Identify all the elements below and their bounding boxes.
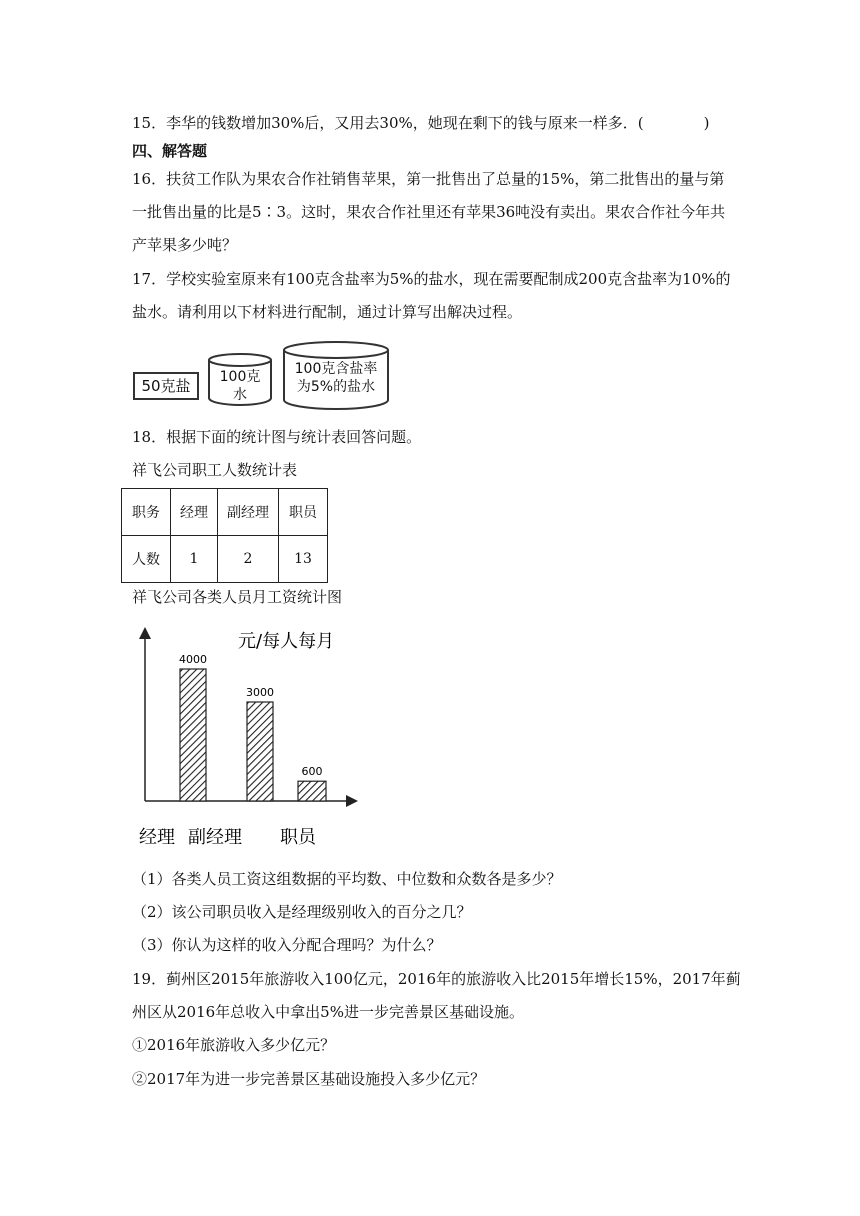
section-heading: 四、解答题 — [132, 142, 208, 160]
brine-container — [282, 340, 390, 412]
question-16-line1: 16．扶贫工作队为果农合作社销售苹果，第一批售出了总量的15%，第二批售出的量与第 — [132, 170, 725, 188]
question-19-line2: 州区从2016年总收入中拿出5%进一步完善景区基础设施。 — [132, 1003, 524, 1021]
table-cell: 职务 — [122, 489, 171, 536]
question-15: 15．李华的钱数增加30%后，又用去30%，她现在剩下的钱与原来一样多．( ) — [132, 114, 710, 132]
bar-3 — [298, 781, 326, 801]
table-cell: 人数 — [122, 536, 171, 583]
bar-value-label: 4000 — [179, 653, 207, 666]
category-label: 副经理 — [188, 827, 242, 848]
question-17-line2: 盐水。请利用以下材料进行配制，通过计算写出解决过程。 — [132, 303, 523, 321]
brine-label-line1: 100克含盐率 — [294, 361, 378, 377]
q18-sub3: （3）你认为这样的收入分配合理吗？为什么？ — [132, 936, 442, 954]
question-17-line1: 17．学校实验室原来有100克含盐率为5%的盐水，现在需要配制成200克含盐率为10%的 — [132, 270, 731, 288]
water-label-line2: 水 — [233, 387, 247, 403]
salt-box: 50克盐 — [133, 372, 199, 400]
q19-sub2: ②2017年为进一步完善景区基础设施投入多少亿元？ — [132, 1070, 486, 1088]
table-cell: 1 — [171, 536, 218, 583]
salary-bar-chart — [120, 625, 370, 855]
bar-2 — [247, 702, 273, 801]
table-title: 祥飞公司职工人数统计表 — [132, 461, 298, 479]
bar-value-label: 600 — [301, 765, 323, 779]
table-cell: 职员 — [279, 489, 328, 536]
bar-1 — [180, 669, 206, 801]
table-cell: 经理 — [171, 489, 218, 536]
water-label-line1: 100克 — [219, 369, 261, 385]
chart-title: 祥飞公司各类人员月工资统计图 — [132, 588, 343, 606]
question-16-line3: 产苹果多少吨？ — [132, 236, 238, 254]
question-19-line1: 19．蓟州区2015年旅游收入100亿元，2016年的旅游收入比2015年增长15%，2017年蓟 — [132, 970, 741, 988]
table-cell: 副经理 — [218, 489, 279, 536]
category-label: 经理 — [139, 827, 175, 848]
brine-label-line2: 为5%的盐水 — [296, 379, 376, 395]
q19-sub1: ①2016年旅游收入多少亿元？ — [132, 1036, 336, 1054]
category-label: 职员 — [280, 827, 316, 848]
staff-count-table — [121, 488, 328, 583]
y-axis-label: 元/每人每月 — [238, 631, 335, 652]
question-18: 18．根据下面的统计图与统计表回答问题。 — [132, 428, 422, 446]
table-row — [122, 536, 328, 583]
water-container — [207, 352, 273, 408]
q18-sub1: （1）各类人员工资这组数据的平均数、中位数和众数各是多少？ — [132, 870, 562, 888]
table-cell: 2 — [218, 536, 279, 583]
bar-value-label: 3000 — [246, 686, 274, 699]
question-16-line2: 一批售出量的比是5∶3。这时，果农合作社里还有苹果36吨没有卖出。果农合作社今年共 — [132, 203, 726, 221]
table-cell: 13 — [279, 536, 328, 583]
table-header-row — [122, 489, 328, 536]
q18-sub2: （2）该公司职员收入是经理级别收入的百分之几？ — [132, 903, 472, 921]
